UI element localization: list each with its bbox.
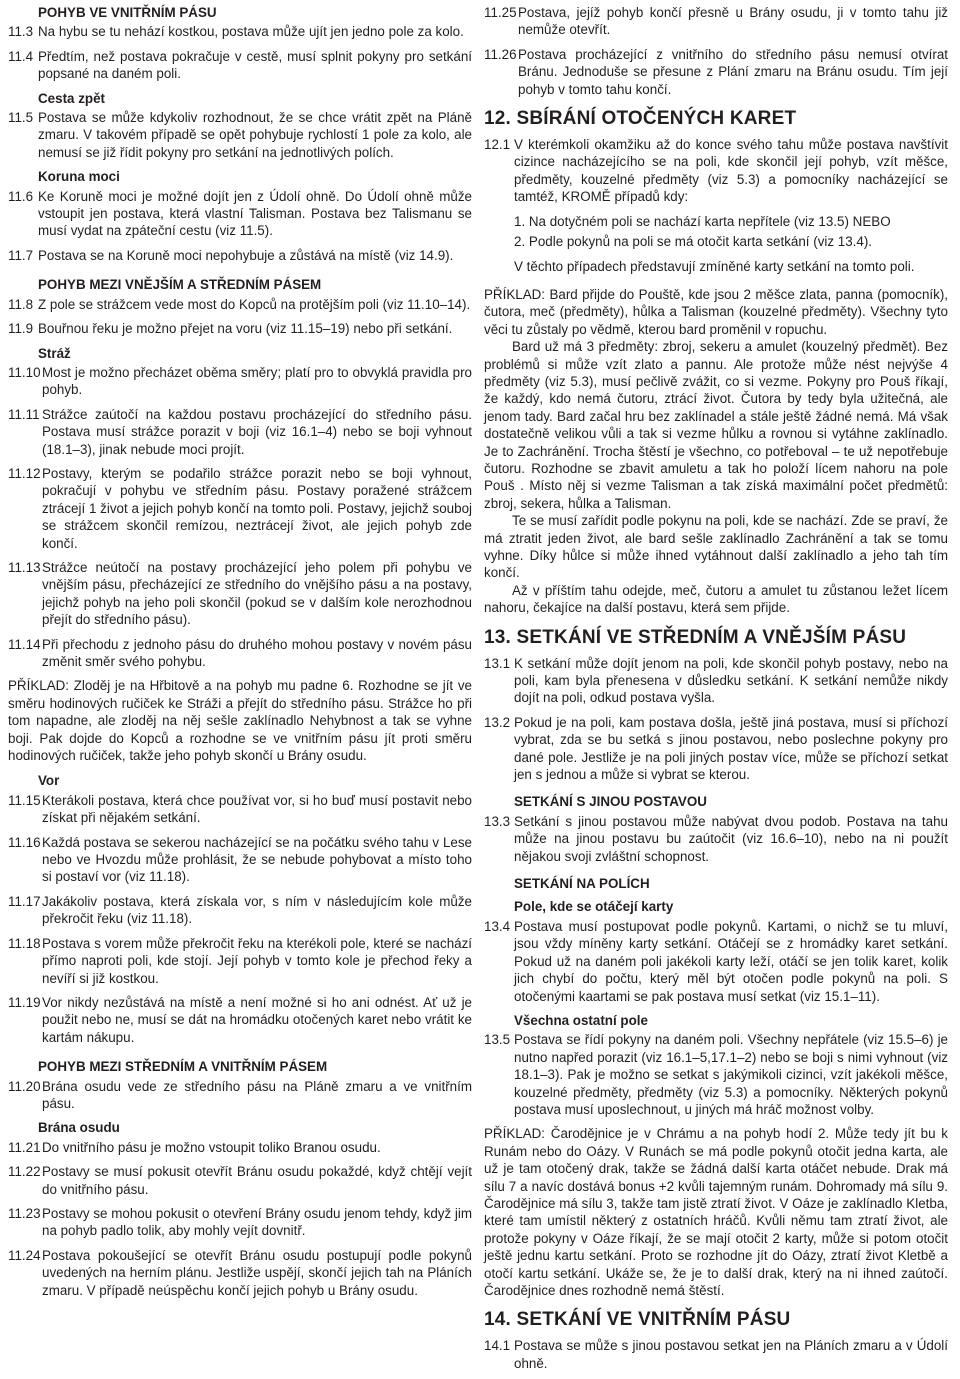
rule-text: Kterákoli postava, která chce používat vor, si ho buď musí postavit nebo získat při nějakém setkání.	[42, 792, 472, 826]
rule-number: 11.20	[8, 1078, 41, 1094]
section-heading-middle-inner: POHYB MEZI STŘEDNÍM A VNITŘNÍM PÁSEM	[38, 1059, 328, 1075]
rule-text: Postava se může kdykoliv rozhodnout, že se chce vrátit zpět na Pláně zmaru. V takovém případě se opět pohybuje rychlostí 1 pole za kolo, ale nemusí se již řídit pokyny pro setkání na jednotlivých polích.	[38, 110, 472, 160]
rule-number: 11.21	[8, 1139, 41, 1155]
rule-number: 13.4	[484, 918, 511, 934]
rule-number: 11.22	[8, 1164, 41, 1180]
rule-text: V kterémkoli okamžiku až do konce svého tahu může postava navštívit cizince nacházejícího se na poli, kde skončil její pohyb, vzít měšce, předměty, kouzelné předměty (viz 5.3) a pomocníky nacházející se tamtéž, KROMĚ případů kdy:	[514, 137, 948, 205]
subheading-vor: Vor	[38, 773, 60, 789]
example-paragraph: Až v příštím tahu odejde, meč, čutoru a amulet tu zůstanou ležet lícem nahoru, čekajíce na další postavu, která sem přijde.	[484, 582, 948, 616]
rule-11-3	[8, 23, 472, 40]
rule-number: 11.24	[8, 1247, 41, 1263]
rule-text: Každá postava se sekerou nacházející se na počátku svého tahu v Lese nebo ve Hvozdu může prohlásit, že se nebude pohybovat a místo toho si postaví vor (viz 11.18).	[42, 834, 472, 885]
rule-text: Při přechodu z jednoho pásu do druhého mohou postavy v novém pásu změnit směr svého pohybu.	[42, 636, 472, 669]
rule-text: Strážce zaútočí na každou postavu procházející do středního pásu. Postava musí strážce porazit v boji (viz 16.1–4) nebo se boji vyhnout (18.1–3), jinak nebude moci projít.	[42, 406, 472, 457]
rule-text: Postava se na Koruně moci nepohybuje a zůstává na místě (viz 14.9).	[38, 247, 454, 263]
rule-text: Most je možno přecházet oběma směry; platí pro to obvyklá pravidla pro pohyb.	[42, 364, 472, 398]
rule-11-11	[8, 406, 472, 458]
rule-text: Postava procházející z vnitřního do středního pásu nemusí otvírat Bránu. Jednoduše se přesune z Plání zmaru na Bránu osudu. Tím její pohyb v tomto tahu končí.	[518, 46, 948, 97]
rule-14-1	[484, 1337, 948, 1372]
rule-11-12	[8, 465, 472, 552]
rule-11-9	[8, 320, 472, 337]
rule-text: Postava pokoušející se otevřít Bránu osudu postupují podle pokynů uvedených na herním plánu. Jestliže uspějí, skončí jejich tah na Pláních zmaru. V případě neúspěchu končí jejich pohyb u Brány osudu.	[42, 1247, 472, 1298]
example-paragraph: PŘÍKLAD: Čarodějnice je v Chrámu a na pohyb hodí 2. Může tedy jít bu k Runám nebo do Oázy. V Runách se má podle pokynů otočit jedna karta, ale už je tam otočený drak, takže se žádná další karta otáčet nebude. Drak má sílu 7 a navíc dostává bonus +2 kvůli tajemným runám. Dohromady má sílu 9. Čarodějnice má sílu 3, takže tam jistě ztratí život. V Oáze je zaklínadlo Kletba, které tam umístil některý z ostatních hráčů. Kvůli němu tam ztratí život, ale protože pokyny v Oáze říkají, že se mají otočit 2 karty, může si potom otočit ještě jednu kartu setkání. Proto se rozhodne jít do Oázy, ztratí život Kletbě a otočí kartu setkání. Ukáže se, že je to další drak, který na ni ihned zaútočí. Čarodějnice dnes rozhodně nemá štěstí.	[484, 1126, 948, 1298]
rule-text: Postavy se mohou pokusit o otevření Brány osudu jenom tehdy, když jim na pohyb padlo tolik, aby mohly vejít dovnitř.	[42, 1205, 472, 1239]
rule-text: Postava s vorem může překročit řeku na kterékoli pole, které se nachází přímo naproti poli, kde stojí. Její pohyb v tomto kole je přechod řeky a nevíří si již kostkou.	[42, 935, 472, 986]
rule-number: 11.11	[8, 406, 40, 422]
rule-11-8	[8, 296, 472, 313]
rule-11-20	[8, 1078, 472, 1113]
rule-number: 13.1	[484, 655, 511, 671]
rule-number: 13.5	[484, 1032, 511, 1048]
list-item: 1. Na dotyčném poli se nachází karta nepřítele (viz 13.5) NEBO	[514, 213, 891, 229]
rule-11-10	[8, 364, 472, 399]
example-paragraph: Te se musí zařídit podle pokynu na poli, kde se nachází. Zde se praví, že má ztratit jeden život, ale bard sešle zaklínadlo Zachránění a tak se tomu vyhne. Díky hůlce si může ihned vytáhnout další zaklínadlo a jeho tah tím končí.	[484, 513, 948, 581]
rule-number: 11.23	[8, 1205, 41, 1221]
rule-11-16	[8, 834, 472, 886]
rule-number: 11.9	[8, 321, 34, 337]
rule-text: Setkání s jinou postavou může nabývat dvou podob. Postava na tahu může na jinou postavu bu zaútočit (viz 16.6–10), nebo na ni použít nějakou svoji zvláštní schopnost.	[514, 813, 948, 864]
list-followup: V těchto případech představují zmíněné karty setkání na tomto poli.	[514, 259, 915, 275]
section-heading-inner-movement: POHYB VE VNITŘNÍM PÁSU	[38, 5, 217, 20]
rule-11-21	[8, 1139, 472, 1156]
rule-11-25	[484, 4, 948, 39]
rule-11-24	[8, 1247, 472, 1299]
rule-number: 11.7	[8, 247, 34, 263]
rule-number: 11.25	[484, 5, 517, 20]
subheading-cesta-zpet: Cesta zpět	[38, 90, 105, 106]
subheading-setkani-s-jinou: SETKÁNÍ S JINOU POSTAVOU	[514, 794, 707, 810]
subheading-ostatni-pole: Všechna ostatní pole	[514, 1012, 648, 1028]
rule-11-5	[8, 109, 472, 161]
rule-text: Ke Koruně moci je možné dojít jen z Údolí ohně. Do Údolí ohně může vstoupit jen postava, která vlastní Talisman. Postava bez Talismanu se musí vydat na zpáteční cestu (viz 11.5).	[38, 188, 472, 239]
example-paragraph: Bard už má 3 předměty: zbroj, sekeru a amulet (kouzelný předmět). Bez problémů si může vzít zlato a pannu. Ale protože může nést nejvýše 4 předměty (viz 5.3), musí pečlivě zvážit, co si vezme. Pokyny pro Pouš říkají, že každý, kdo nemá čutoru, ztrácí život. Čutora by tedy byla užitečná, ale jenom tady. Bard začal hru bez zaklínadel a stále ještě žádné nemá. Má však dostatečně velikou vůli a tak si vezme hůlku a rovnou si vytáhne zaklínadlo. Je to Zachránění. Trocha štěstí je všechno, co potřeboval – te už nepotřebuje čutoru. Rozhodne se zbavit amuletu a tak ho položí lícem nahoru na pole Pouš . Místo něj si vezme Talisman a tak získá maximální počet předmětů: zbroj, sekera, hůlka a Talisman.	[484, 339, 948, 511]
rule-number: 11.3	[8, 24, 34, 40]
rule-text: Jakákoliv postava, která získala vor, s ním v následujícím kole může překročit řeku (viz 11.18).	[42, 893, 472, 927]
rule-11-23	[8, 1205, 472, 1240]
chapter-heading-12: 12. SBÍRÁNÍ OTOČENÝCH KARET	[484, 108, 797, 130]
rule-text: Bouřnou řeku je možno přejet na voru (viz 11.15–19) nebo při setkání.	[38, 321, 453, 337]
rule-text: Postava, jejíž pohyb končí přesně u Brány osudu, ji v tomto tahu již nemůže otevřít.	[518, 5, 948, 38]
rule-number: 11.4	[8, 48, 34, 64]
rule-number: 11.17	[8, 893, 41, 909]
rule-number: 11.10	[8, 364, 41, 380]
rule-text: Strážce neútočí na postavy procházející jeho polem při pohybu ve vnějším pásu, přecházející ze středního do vnějšího pásu a na postavy, jejichž pohyb na jeho poli skončil (pokud se v dalším kole nerozhodnou přejít do středního pásu).	[42, 559, 472, 628]
rule-text: Na hybu se tu nehází kostkou, postava může ujít jen jedno pole za kolo.	[38, 24, 464, 40]
rule-text: Pokud je na poli, kam postava došla, ještě jiná postava, musí si příchozí vybrat, zda se bu setká s jinou postavou, nebo poslechne pokyny pro dané pole. Jestliže je na poli jiných postav více, může se příchozí setkat jen s jednou a může si vybrat se kterou.	[514, 714, 948, 783]
rule-text: Postava musí postupovat podle pokynů. Kartami, o nichž se tu mluví, jsou vždy míněny karty setkání. Otáčejí se z hromádky karet setkání. Pokud už na daném poli jakékoli karty leží, otáčí se jen tolik karet, kolik jich chybí do počtu, který měl být otočen podle pokynů na poli. S otočenými kaartami se pak postava musí setkat (viz 15.1–11).	[514, 918, 948, 1004]
rule-13-4	[484, 918, 948, 1005]
rule-11-14	[8, 636, 472, 671]
rule-number: 11.13	[8, 559, 41, 575]
rule-13-2	[484, 714, 948, 784]
subheading-pole-karty: Pole, kde se otáčejí karty	[514, 899, 674, 915]
chapter-heading-14: 14. SETKÁNÍ VE VNITŘNÍM PÁSU	[484, 1309, 791, 1331]
rule-11-6	[8, 188, 472, 240]
rule-text: Vor nikdy nezůstává na místě a není možné si ho ani odnést. Ať už je použit nebo ne, musí se dát na hromádku otočených karet nebo vrátit ke kartám nákupu.	[42, 994, 472, 1045]
rule-text: Brána osudu vede ze středního pásu na Pláně zmaru a ve vnitřním pásu.	[42, 1078, 472, 1111]
rule-13-1	[484, 655, 948, 707]
rule-number: 11.5	[8, 110, 34, 126]
rule-11-15	[8, 792, 472, 827]
rule-number: 11.19	[8, 994, 41, 1010]
rule-text: Postavy, kterým se podařilo strážce porazit nebo se boji vyhnout, pokračují v pohybu ve středním pásu. Postavy poražené strážcem ztrácejí 1 život a jejich pohyb končí na tomto poli. Postavy, jejichž souboj se strážcem skončil remízou, neztrácejí život, ale jejich pohyb zde končí.	[42, 465, 472, 551]
rule-11-26	[484, 46, 948, 98]
subheading-brana-osudu: Brána osudu	[38, 1120, 120, 1136]
example-paragraph: PŘÍKLAD: Zloděj je na Hřbitově a na pohyb mu padne 6. Rozhodne se jít ve směru hodinových ručiček ke Stráži a přejít do středního pásu. Strážce ho při tom napadne, ale zloděj na něj sešle zaklínadlo Nehybnost a tak se vyhne boji. Pak dojde do Kopců a rozhodne se ve vnitřním pásu jít proti směru hodinových ručiček, takže jeho pohyb skončí u Brány osudu.	[8, 678, 472, 764]
chapter-heading-13: 13. SETKÁNÍ VE STŘEDNÍM A VNĚJŠÍM PÁSU	[484, 626, 907, 648]
rule-text: Do vnitřního pásu je možno vstoupit toliko Branou osudu.	[42, 1139, 381, 1155]
list-item: 2. Podle pokynů na poli se má otočit karta setkání (viz 13.4).	[514, 234, 873, 250]
rule-11-7	[8, 247, 472, 264]
subheading-koruna-moci: Koruna moci	[38, 169, 120, 185]
rule-text: K setkání může dojít jenom na poli, kde skončil pohyb postavy, nebo na poli, kam byla přenesena v důsledku setkání. K setkání nemůže nikdy dojít na poli, odkud postava vyšla.	[514, 655, 948, 706]
rule-number: 11.6	[8, 188, 34, 204]
rule-11-19	[8, 994, 472, 1046]
example-paragraph: PŘÍKLAD: Bard přijde do Pouště, kde jsou 2 měšce zlata, panna (pomocník), čutora, meč (předměty), hůlka a Talisman (kouzelné předměty). Všechny tyto věci tu zůstaly po vědmě, kterou bard proměnil v ropuchu.	[484, 286, 948, 337]
rule-text: Postavy se musí pokusit otevřít Bránu osudu pokaždé, když chtějí vejít do vnitřního pásu.	[42, 1164, 472, 1197]
rule-number: 11.8	[8, 296, 34, 312]
section-heading-outer-middle: POHYB MEZI VNĚJŠÍM A STŘEDNÍM PÁSEM	[38, 277, 322, 293]
rule-number: 11.14	[8, 636, 41, 652]
rule-13-3	[484, 813, 948, 865]
rule-number: 11.16	[8, 834, 41, 850]
rule-text: Postava se řídí pokyny na daném poli. Všechny nepřátele (viz 15.5–6) je nutno napřed porazit (viz 16.1–5,17.1–2) nebo se boji s nimi vyhnout (viz 18.1–3). Pak je možno se setkat s jakýmikoli cizinci, vzít jakékoli měšce, kouzelné předměty, předměty (viz 5.3) a pomocníky. Některých pokynů postava musí uposlechnout, u jiných má hráč možnost volby.	[514, 1032, 948, 1117]
rule-text: Předtím, než postava pokračuje v cestě, musí splnit pokyny pro setkání popsané na daném poli.	[38, 48, 472, 82]
rule-number: 13.2	[484, 714, 511, 730]
rule-number: 11.12	[8, 465, 41, 481]
rule-number: 11.18	[8, 935, 41, 951]
rule-11-17	[8, 893, 472, 928]
rule-number: 13.3	[484, 813, 511, 829]
rule-11-13	[8, 559, 472, 629]
rule-11-18	[8, 935, 472, 987]
rule-number: 11.15	[8, 792, 41, 808]
rule-13-5	[484, 1031, 948, 1118]
subheading-straz: Stráž	[38, 345, 71, 361]
rule-11-22	[8, 1163, 472, 1198]
right-column	[484, 4, 948, 1379]
rule-12-1	[484, 136, 948, 206]
rule-number: 12.1	[484, 137, 511, 153]
subheading-setkani-na-polich: SETKÁNÍ NA POLÍCH	[514, 876, 650, 892]
rule-number: 11.26	[484, 46, 517, 62]
rule-text: Postava se může s jinou postavou setkat jen na Pláních zmaru a v Údolí ohně.	[514, 1338, 948, 1371]
rule-text: Z pole se strážcem vede most do Kopců na protějším poli (viz 11.10–14).	[38, 296, 471, 312]
rule-number: 14.1	[484, 1338, 511, 1354]
rule-11-4	[8, 48, 472, 83]
left-column	[8, 4, 472, 1306]
